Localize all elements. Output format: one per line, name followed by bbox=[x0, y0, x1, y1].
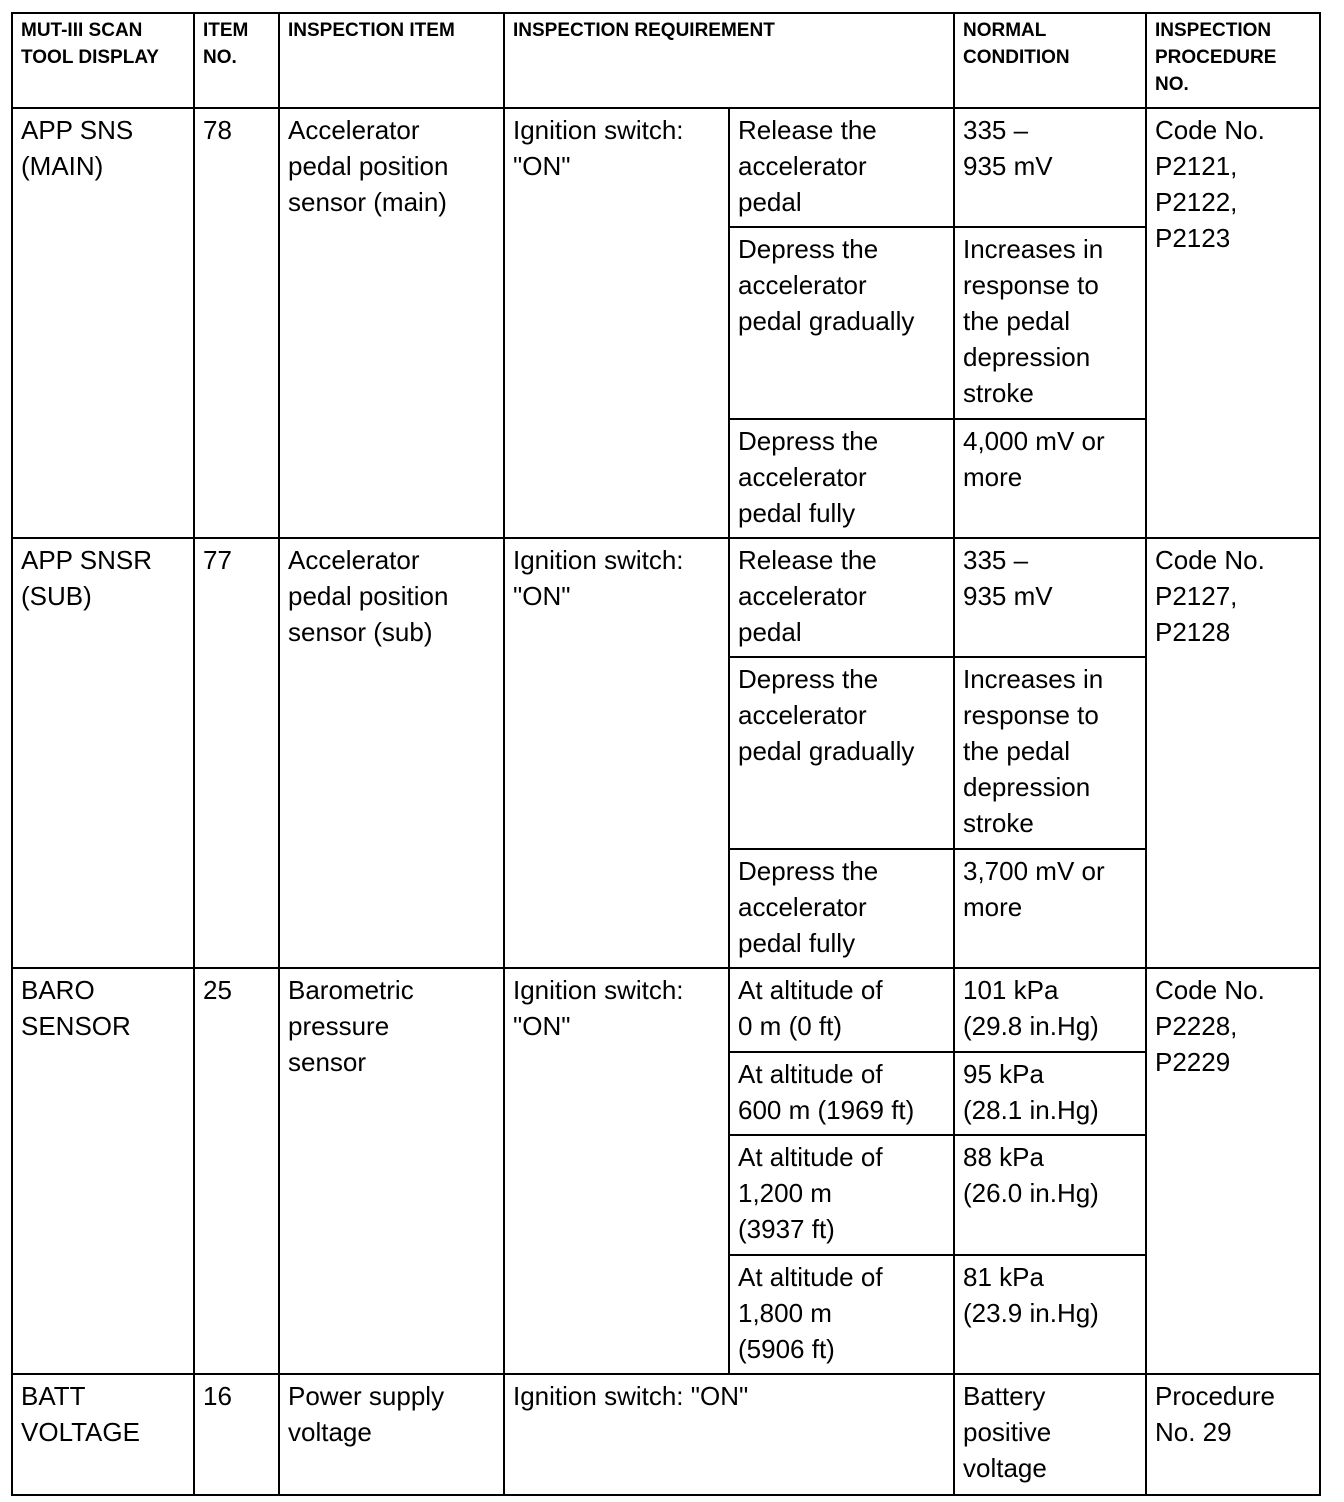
cell-normal: 81 kPa (23.9 in.Hg) bbox=[954, 1255, 1146, 1374]
cell-normal: 95 kPa (28.1 in.Hg) bbox=[954, 1052, 1146, 1135]
cell-condition: Depress the accelerator pedal gradually bbox=[729, 657, 954, 849]
cell-normal: 3,700 mV or more bbox=[954, 849, 1146, 968]
cell-normal: Battery positive voltage bbox=[954, 1374, 1146, 1495]
header-inspection-item: INSPECTION ITEM bbox=[279, 13, 504, 108]
cell-item-no: 16 bbox=[194, 1374, 279, 1495]
header-procedure: INSPECTION PROCEDURE NO. bbox=[1146, 13, 1320, 108]
cell-condition: At altitude of 0 m (0 ft) bbox=[729, 968, 954, 1052]
cell-procedure: Code No. P2121, P2122, P2123 bbox=[1146, 108, 1320, 538]
cell-display: APP SNSR (SUB) bbox=[12, 538, 194, 968]
cell-normal: Increases in response to the pedal depression stroke bbox=[954, 657, 1146, 849]
cell-procedure: Code No. P2127, P2128 bbox=[1146, 538, 1320, 968]
header-row bbox=[12, 13, 1320, 108]
cell-inspection-item: Barometric pressure sensor bbox=[279, 968, 504, 1374]
cell-requirement: Ignition switch: "ON" bbox=[504, 108, 729, 538]
cell-display: APP SNS (MAIN) bbox=[12, 108, 194, 538]
cell-condition: At altitude of 600 m (1969 ft) bbox=[729, 1052, 954, 1135]
cell-display: BARO SENSOR bbox=[12, 968, 194, 1374]
header-display: MUT-III SCAN TOOL DISPLAY bbox=[12, 13, 194, 108]
table-row bbox=[12, 108, 1320, 227]
header-normal-condition: NORMAL CONDITION bbox=[954, 13, 1146, 108]
cell-normal: 335 – 935 mV bbox=[954, 538, 1146, 657]
cell-procedure: Procedure No. 29 bbox=[1146, 1374, 1320, 1495]
inspection-table bbox=[11, 12, 1321, 1496]
cell-condition: At altitude of 1,200 m (3937 ft) bbox=[729, 1135, 954, 1255]
cell-procedure: Code No. P2228, P2229 bbox=[1146, 968, 1320, 1374]
cell-normal: 335 – 935 mV bbox=[954, 108, 1146, 227]
cell-requirement: Ignition switch: "ON" bbox=[504, 538, 729, 968]
cell-normal: 4,000 mV or more bbox=[954, 419, 1146, 538]
header-requirement: INSPECTION REQUIREMENT bbox=[504, 13, 954, 108]
table-row bbox=[12, 968, 1320, 1052]
cell-item-no: 78 bbox=[194, 108, 279, 538]
cell-display: BATT VOLTAGE bbox=[12, 1374, 194, 1495]
cell-condition: Depress the accelerator pedal fully bbox=[729, 849, 954, 968]
cell-condition: Release the accelerator pedal bbox=[729, 108, 954, 227]
cell-item-no: 77 bbox=[194, 538, 279, 968]
cell-normal: 88 kPa (26.0 in.Hg) bbox=[954, 1135, 1146, 1255]
table-row bbox=[12, 1374, 1320, 1495]
cell-condition: At altitude of 1,800 m (5906 ft) bbox=[729, 1255, 954, 1374]
cell-item-no: 25 bbox=[194, 968, 279, 1374]
cell-normal: Increases in response to the pedal depression stroke bbox=[954, 227, 1146, 419]
cell-inspection-item: Accelerator pedal position sensor (main) bbox=[279, 108, 504, 538]
cell-inspection-item: Accelerator pedal position sensor (sub) bbox=[279, 538, 504, 968]
cell-condition: Depress the accelerator pedal fully bbox=[729, 419, 954, 538]
cell-requirement: Ignition switch: "ON" bbox=[504, 968, 729, 1374]
table-row bbox=[12, 538, 1320, 657]
header-item-no: ITEM NO. bbox=[194, 13, 279, 108]
cell-condition: Depress the accelerator pedal gradually bbox=[729, 227, 954, 419]
cell-condition: Release the accelerator pedal bbox=[729, 538, 954, 657]
cell-normal: 101 kPa (29.8 in.Hg) bbox=[954, 968, 1146, 1052]
cell-inspection-item: Power supply voltage bbox=[279, 1374, 504, 1495]
cell-requirement: Ignition switch: "ON" bbox=[504, 1374, 954, 1495]
